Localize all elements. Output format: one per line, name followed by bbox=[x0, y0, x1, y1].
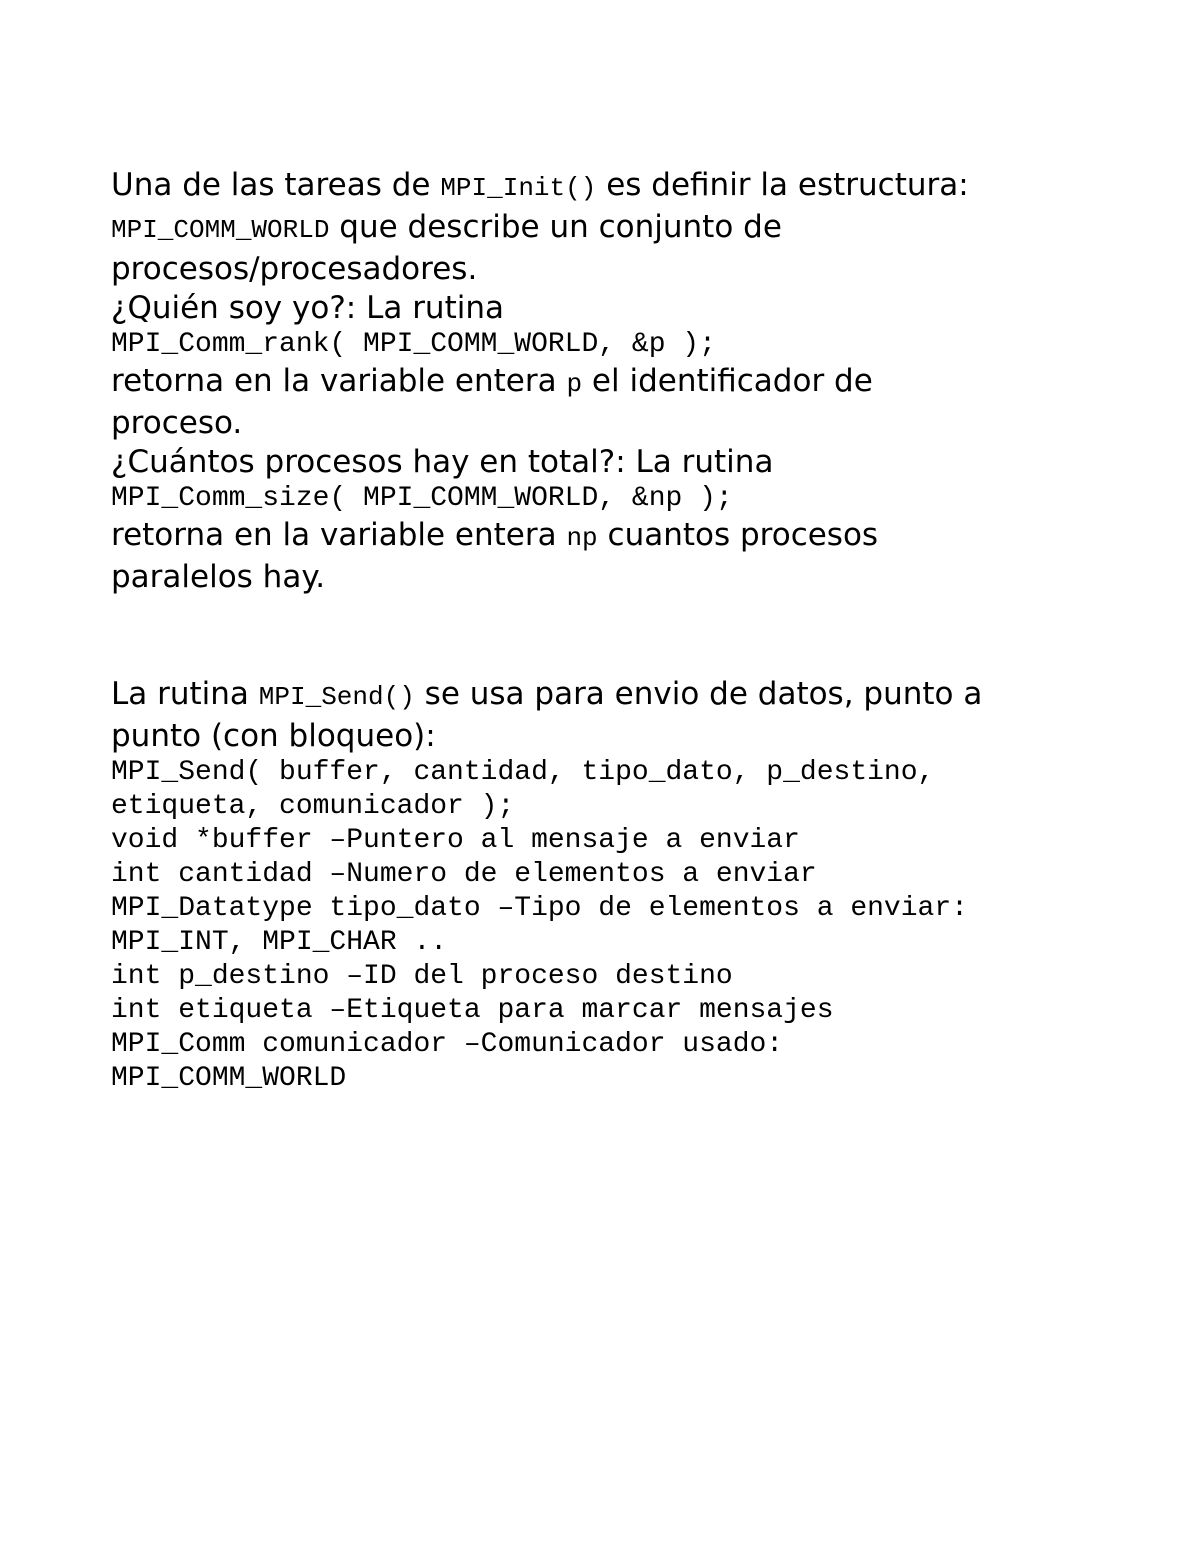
text-fragment: retorna en la variable entera bbox=[111, 517, 567, 553]
code-line: int p_destino –ID del proceso destino bbox=[111, 961, 733, 992]
code-line: MPI_Comm_size( MPI_COMM_WORLD, &np ); bbox=[111, 483, 733, 514]
question-line: ¿Cuántos procesos hay en total?: La rutina bbox=[111, 444, 774, 480]
text-fragment: es definir la estructura: bbox=[596, 167, 969, 203]
inline-code: MPI_Send() bbox=[258, 682, 415, 712]
document-content bbox=[111, 166, 1111, 1096]
text-fragment: el identificador de bbox=[582, 363, 873, 399]
paragraph-line: proceso. bbox=[111, 405, 243, 441]
code-line: MPI_INT, MPI_CHAR .. bbox=[111, 927, 448, 958]
code-line: MPI_Send( buffer, cantidad, tipo_dato, p_destino, bbox=[111, 757, 935, 788]
code-line: void *buffer –Puntero al mensaje a enviar bbox=[111, 825, 800, 856]
text-fragment: que describe un conjunto de bbox=[329, 209, 782, 245]
paragraph-line: paralelos hay. bbox=[111, 559, 326, 595]
paragraph-line bbox=[111, 166, 1111, 208]
paragraph-line bbox=[111, 675, 1111, 717]
inline-code: np bbox=[566, 523, 598, 553]
inline-code: MPI_COMM_WORLD bbox=[111, 215, 330, 245]
paragraph-line bbox=[111, 362, 1111, 404]
inline-code: MPI_Init() bbox=[440, 173, 597, 203]
text-fragment: se usa para envio de datos, punto a bbox=[414, 676, 983, 712]
section-mpi-send bbox=[111, 675, 1111, 1096]
code-line: MPI_Comm comunicador –Comunicador usado: bbox=[111, 1029, 784, 1060]
code-line: etiqueta, comunicador ); bbox=[111, 791, 515, 822]
paragraph-line bbox=[111, 208, 1111, 250]
code-line: int cantidad –Numero de elementos a enviar bbox=[111, 859, 817, 890]
paragraph-line: procesos/procesadores. bbox=[111, 251, 478, 287]
text-fragment: Una de las tareas de bbox=[111, 167, 441, 203]
code-line: MPI_Comm_rank( MPI_COMM_WORLD, &p ); bbox=[111, 329, 716, 360]
code-line: MPI_COMM_WORLD bbox=[111, 1063, 347, 1094]
text-fragment: cuantos procesos bbox=[597, 517, 879, 553]
section-mpi-init bbox=[111, 166, 1111, 597]
question-line: ¿Quién soy yo?: La rutina bbox=[111, 290, 504, 326]
text-fragment: La rutina bbox=[111, 676, 259, 712]
paragraph-line: punto (con bloqueo): bbox=[111, 718, 436, 754]
text-fragment: retorna en la variable entera bbox=[111, 363, 567, 399]
inline-code: p bbox=[566, 369, 583, 399]
code-line: MPI_Datatype tipo_dato –Tipo de elementos a enviar: bbox=[111, 893, 968, 924]
section-spacer bbox=[111, 597, 1111, 675]
paragraph-line bbox=[111, 516, 1111, 558]
code-line: int etiqueta –Etiqueta para marcar mensajes bbox=[111, 995, 834, 1026]
